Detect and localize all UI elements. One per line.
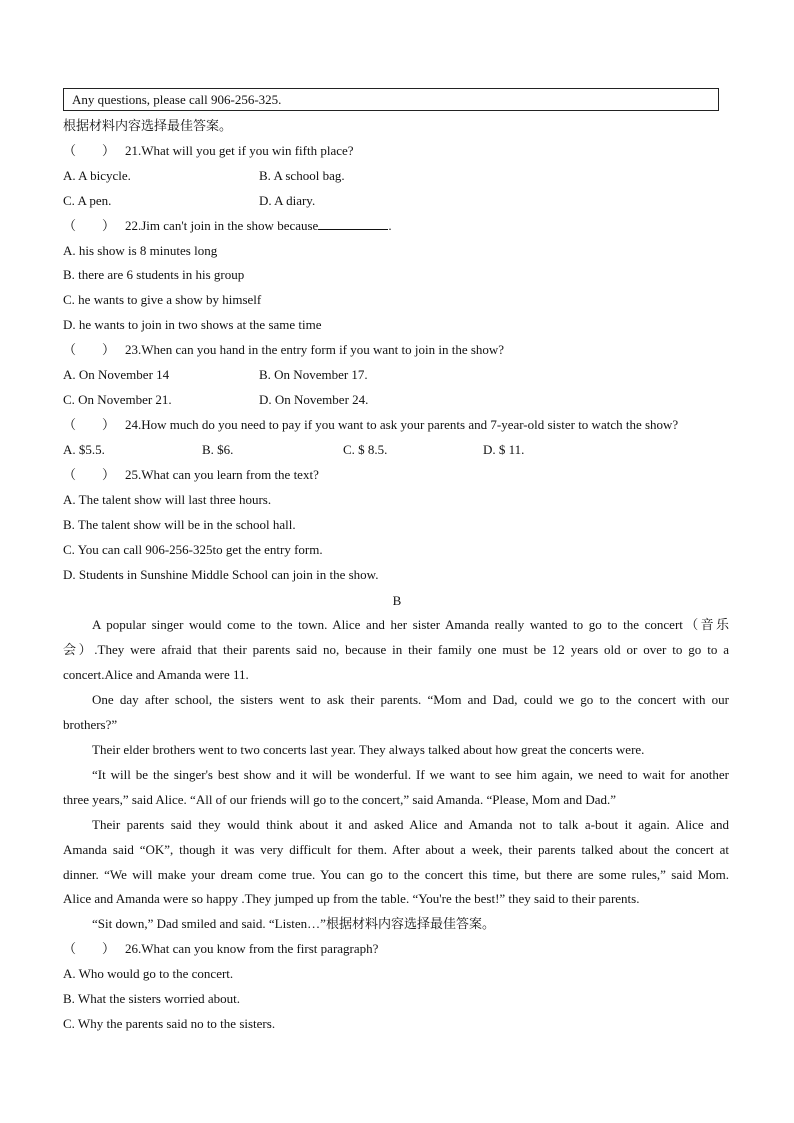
passage-line: three years,” said Alice. “All of our friends will go to the concert,” said Amanda. “Please, Mom and Dad.” [63,792,617,807]
passage-line: concert.Alice and Amanda were 11. [63,667,249,682]
q22-option-b: B. there are 6 students in his group [63,267,245,282]
q22-option-c: C. he wants to give a show by himself [63,292,262,307]
question-22: （ ） 22.Jim can't join in the show because . [63,218,392,233]
q24-option-a: A. $5.5. [63,442,105,457]
question-21: （ ） 21.What will you get if you win fifth place? [63,143,354,158]
q23-option-b: B. On November 17. [259,367,368,382]
answer-blank [318,218,388,230]
notice-text: Any questions, please call 906-256-325. [72,92,282,107]
passage-line: “It will be the singer's best show and it will be wonderful. If we want to see him again, we need to wait for another [92,767,729,782]
passage-line: Their elder brothers went to two concerts last year. They always talked about how great the concerts were. [92,742,645,757]
section-heading: B [392,593,402,608]
q22-option-a: A. his show is 8 minutes long [63,243,218,258]
notice-box [63,88,719,111]
instruction-a: 根据材料内容选择最佳答案。 [63,118,233,133]
q24-option-d: D. $ 11. [483,442,525,457]
passage-line: dinner. “We will make your dream come true. You can go to the concert this time, but there are some rules,” said Mom. [63,867,729,882]
q21-option-c: C. A pen. [63,193,112,208]
passage-line: “Sit down,” Dad smiled and said. “Listen…”根据材料内容选择最佳答案。 [92,916,495,931]
passage-line: Alice and Amanda were so happy .They jumped up from the table. “You're the best!” they said to their parents. [63,891,640,906]
question-23: （ ） 23.When can you hand in the entry form if you want to join in the show? [63,342,505,357]
q26-option-a: A. Who would go to the concert. [63,966,234,981]
passage-line: 会）.They were afraid that their parents said no, because in their family one must be 12 years old or over to go to a [63,642,729,657]
q23-option-c: C. On November 21. [63,392,172,407]
passage-line: brothers?” [63,717,118,732]
q23-option-d: D. On November 24. [259,392,369,407]
passage-line: A popular singer would come to the town. Alice and her sister Amanda really wanted to go to the concert（音乐 [92,617,729,632]
q26-option-c: C. Why the parents said no to the sisters. [63,1016,276,1031]
q25-option-b: B. The talent show will be in the school hall. [63,517,296,532]
q25-option-a: A. The talent show will last three hours. [63,492,272,507]
question-26: （ ） 26.What can you know from the first paragraph? [63,941,379,956]
passage-line: Their parents said they would think about it and asked Alice and Amanda not to talk a-bout it again. Alice and [92,817,729,832]
q21-option-d: D. A diary. [259,193,316,208]
question-25: （ ） 25.What can you learn from the text? [63,467,319,482]
q24-option-c: C. $ 8.5. [343,442,388,457]
q25-option-d: D. Students in Sunshine Middle School can join in the show. [63,567,379,582]
q22-option-d: D. he wants to join in two shows at the same time [63,317,322,332]
q21-option-b: B. A school bag. [259,168,345,183]
q23-option-a: A. On November 14 [63,367,170,382]
q21-option-a: A. A bicycle. [63,168,131,183]
q26-option-b: B. What the sisters worried about. [63,991,241,1006]
q24-option-b: B. $6. [202,442,234,457]
passage-line: Amanda said “OK”, though it was very difficult for them. After about a week, their parents talked about the concert at [63,842,729,857]
q25-option-c: C. You can call 906-256-325to get the entry form. [63,542,323,557]
question-24: （ ） 24.How much do you need to pay if you want to ask your parents and 7-year-old sister to watch the show? [63,417,679,432]
passage-line: One day after school, the sisters went to ask their parents. “Mom and Dad, could we go to the concert with our [92,692,729,707]
